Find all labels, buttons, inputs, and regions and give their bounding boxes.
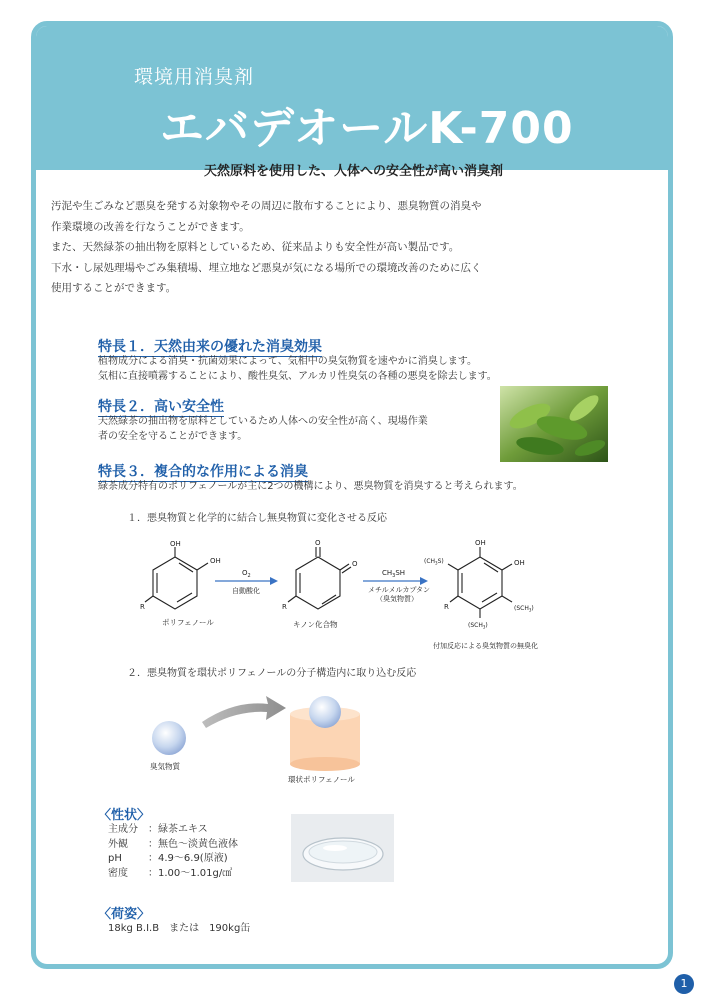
o-label: O bbox=[315, 539, 321, 547]
arrow-2-note: （臭気物質） bbox=[376, 595, 418, 603]
property-key: 主成分 bbox=[108, 824, 138, 835]
odor-molecule bbox=[152, 721, 186, 755]
feature-1-text bbox=[98, 355, 497, 384]
feature-line: 者の安全を守ることができます。 bbox=[98, 430, 248, 442]
properties-table bbox=[108, 823, 238, 881]
r-label: R bbox=[140, 603, 145, 611]
arrow-2-reagent: $CH_3SH$ bbox=[382, 569, 406, 579]
headline: 天然原料を使用した、人体への安全性が高い消臭剤 bbox=[203, 164, 503, 179]
captured-molecule bbox=[309, 696, 341, 728]
polyphenol-label: ポリフェノール bbox=[162, 618, 214, 627]
product-category: 環境用消臭剤 bbox=[134, 66, 255, 88]
feature-line: 天然緑茶の抽出物を原料としているため人体への安全性が高く、現場作業 bbox=[98, 416, 428, 427]
feature-line: 気相に直接噴霧することにより、酸性臭気、アルカリ性臭気の各種の悪臭を除去します。 bbox=[98, 370, 497, 382]
property-value: ：緑茶エキス bbox=[148, 824, 208, 835]
arrow-2-head bbox=[420, 577, 428, 585]
arrow-1-condition: 自動酸化 bbox=[232, 587, 260, 595]
packaging-heading: 〈荷姿〉 bbox=[98, 907, 151, 922]
product-sample-photo bbox=[291, 814, 394, 882]
property-row bbox=[108, 823, 238, 838]
quinone-label: キノン化合物 bbox=[293, 620, 338, 629]
tea-leaves-photo bbox=[500, 386, 608, 462]
feature-2-text bbox=[98, 415, 428, 444]
cyclic-bottom bbox=[290, 757, 360, 771]
quinone-structure bbox=[288, 547, 351, 609]
cyclic-label: 環状ポリフェノール bbox=[288, 775, 355, 784]
property-row bbox=[108, 838, 238, 853]
o-label: O bbox=[352, 560, 358, 568]
header-banner bbox=[36, 26, 668, 170]
feature-line: 植物成分による消臭・抗菌効果によって、気相中の臭気物質を速やかに消臭します。 bbox=[98, 356, 477, 367]
feature-2-heading: 特長２．高い安全性 bbox=[98, 396, 224, 417]
arrow-1-head bbox=[270, 577, 278, 585]
property-value: ：4.9～6.9(原液) bbox=[148, 853, 228, 864]
property-value: ：無色～淡黄色液体 bbox=[148, 838, 238, 850]
intro-line: 下水・し尿処理場やごみ集積場、埋立地など悪臭が気になる場所での環境改善のために広く bbox=[51, 261, 482, 274]
polyphenol-structure bbox=[145, 547, 208, 609]
arrow-2-name: メチルメルカプタン bbox=[368, 586, 430, 594]
property-row bbox=[108, 852, 238, 867]
r-label: R bbox=[444, 603, 449, 611]
packaging-text: 18kg B.I.B または 190kg缶 bbox=[108, 923, 251, 934]
property-key: 密度 bbox=[108, 867, 128, 879]
property-key: 外観 bbox=[108, 838, 128, 850]
property-key: pH bbox=[108, 853, 122, 864]
property-row bbox=[108, 867, 238, 882]
sch3-label: $(CH_3S)$ bbox=[424, 558, 444, 566]
properties-heading: 〈性状〉 bbox=[98, 808, 151, 823]
product-title: エバデオールK-700 bbox=[160, 103, 574, 154]
oh-label: OH bbox=[475, 539, 486, 547]
intro-line: 使用することができます。 bbox=[51, 282, 177, 294]
feature-line: 緑茶成分特有のポリフェノールが主に2つの機構により、悪臭物質を消臭すると考えられます。 bbox=[98, 481, 523, 492]
product-structure bbox=[448, 547, 512, 618]
intro-paragraph bbox=[51, 196, 482, 299]
feature-1-heading: 特長１．天然由来の優れた消臭効果 bbox=[98, 336, 322, 357]
odor-label: 臭気物質 bbox=[150, 762, 180, 771]
oh-label: OH bbox=[514, 559, 525, 567]
oh-label: OH bbox=[170, 540, 181, 548]
capture-arrow bbox=[202, 696, 286, 728]
sch3-label: $(SCH_3)$ bbox=[514, 605, 534, 613]
feature-3-text bbox=[98, 480, 523, 495]
r-label: R bbox=[282, 603, 287, 611]
result-label: 付加反応による臭気物質の無臭化 bbox=[433, 642, 538, 650]
reaction-1-diagram bbox=[130, 535, 570, 653]
property-value: ：1.00～1.01g/㎤ bbox=[148, 867, 233, 879]
reaction-2-title: ２．悪臭物質を環状ポリフェノールの分子構造内に取り込む反応 bbox=[127, 668, 417, 679]
feature-3-heading: 特長３．複合的な作用による消臭 bbox=[98, 461, 308, 482]
oh-label: OH bbox=[210, 557, 221, 565]
reaction-1-title: １．悪臭物質と化学的に結合し無臭物質に変化させる反応 bbox=[127, 513, 387, 524]
intro-line: 作業環境の改善を行なうことができます。 bbox=[51, 220, 250, 233]
page-number: 1 bbox=[674, 974, 694, 994]
sch3-label: $(SCH_3)$ bbox=[468, 622, 488, 630]
reaction-2-diagram bbox=[140, 690, 400, 790]
intro-line: 汚泥や生ごみなど悪臭を発する対象物やその周辺に散布することにより、悪臭物質の消臭や bbox=[51, 200, 482, 212]
intro-line: また、天然緑茶の抽出物を原料としているため、従来品よりも安全性が高い製品です。 bbox=[51, 241, 460, 253]
arrow-1-reagent: $O_2$ bbox=[242, 569, 251, 579]
